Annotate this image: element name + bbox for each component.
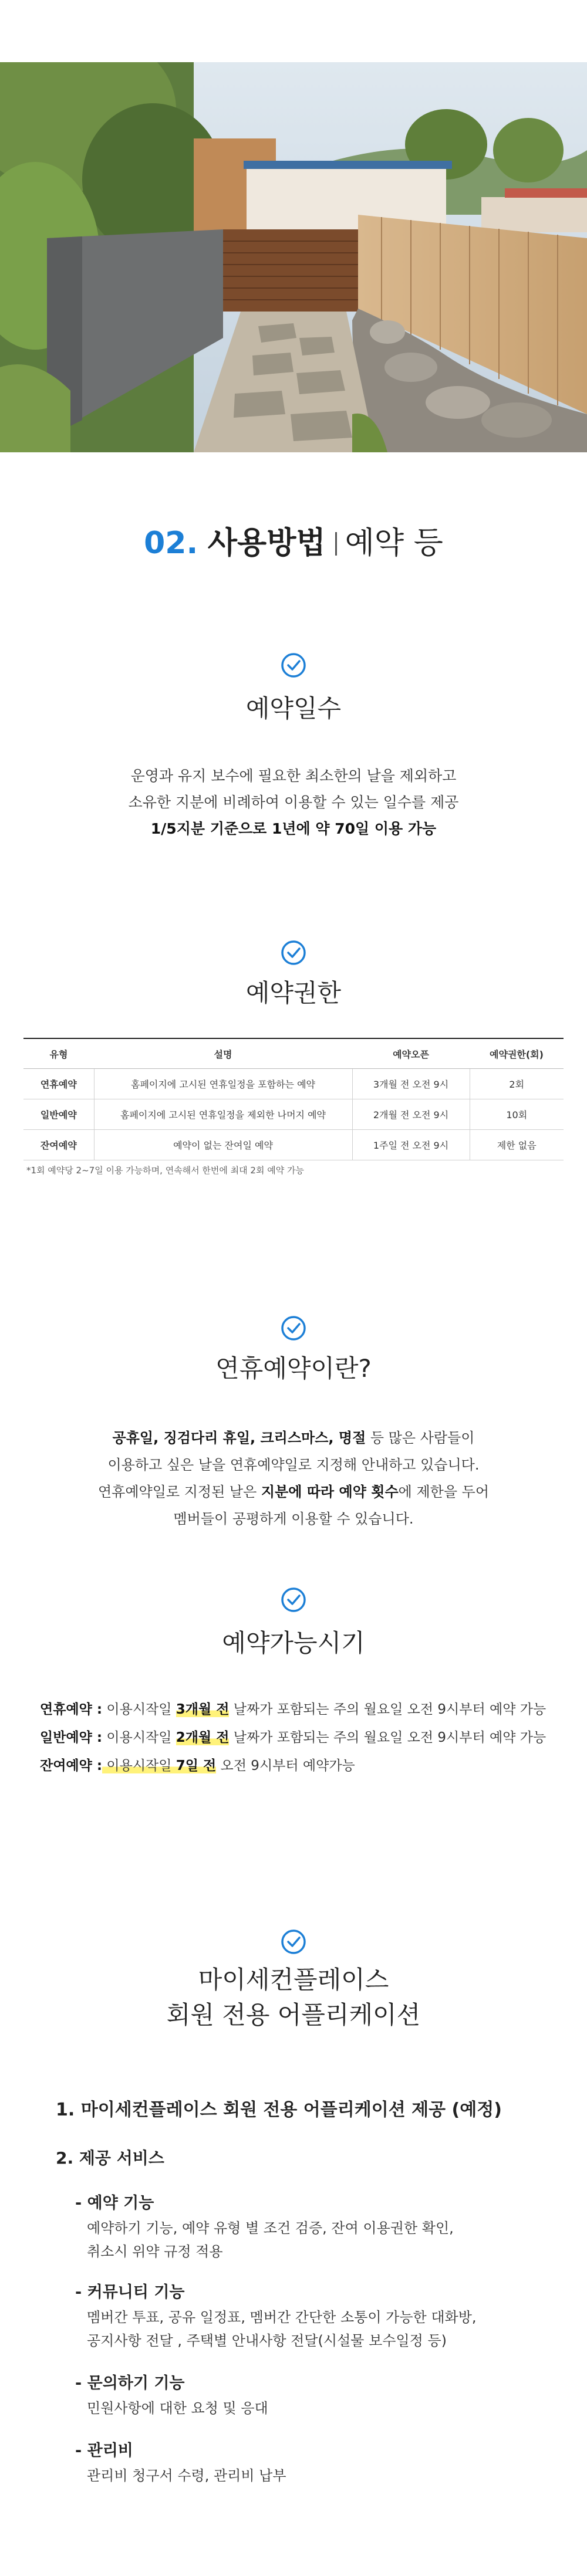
service-desc (87, 2396, 268, 2420)
booking-time-list (40, 1695, 568, 1780)
section-title (0, 518, 587, 562)
app-item-2: 2. 제공 서비스 (56, 2148, 164, 2168)
table-header: 예약권한(회) (470, 1038, 564, 1069)
booking-time-row (40, 1752, 568, 1780)
holiday-emphasis: 지분에 따라 예약 횟수 (261, 1484, 399, 1500)
holiday-text: 에 제한을 두어 (398, 1484, 490, 1500)
title-divider (335, 532, 337, 556)
booking-time-row (40, 1695, 568, 1724)
holiday-reservation-heading: 연휴예약이란? (215, 1354, 372, 1383)
service-desc-line: 민원사항에 대한 요청 및 응대 (87, 2400, 268, 2416)
table-cell: 홈페이지에 고시된 연휴일정을 제외한 나머지 예약 (94, 1099, 352, 1130)
booking-type-label: 일반예약 : (40, 1730, 103, 1745)
booking-text: 이용시작일 (102, 1702, 176, 1717)
holiday-list: 공휴일, 징검다리 휴일, 크리스마스, 명절 (112, 1430, 366, 1446)
check-circle-icon (281, 1587, 306, 1613)
check-circle-icon (281, 652, 306, 678)
table-cell: 일반예약 (23, 1099, 94, 1130)
table-header: 유형 (23, 1038, 94, 1069)
table-cell: 잔여예약 (23, 1130, 94, 1160)
booking-text: 이용시작일 (102, 1730, 176, 1745)
holiday-text: 이용하고 싶은 날을 연휴예약일로 지정해 안내하고 있습니다. (107, 1457, 480, 1473)
booking-period: 7일 전 (176, 1758, 217, 1773)
service-desc-line: 공지사항 전달 , 주택별 안내사항 전달(시설물 보수일정 등) (87, 2333, 447, 2349)
table-cell: 2회 (470, 1069, 564, 1099)
check-circle-icon (281, 1315, 306, 1341)
booking-type-label: 연휴예약 : (40, 1702, 103, 1717)
booking-text: 날짜가 포함되는 주의 월요일 오전 9시부터 예약 가능 (229, 1730, 546, 1745)
table-header: 예약오픈 (352, 1038, 470, 1069)
service-desc (87, 2306, 477, 2352)
booking-time-heading: 예약가능시기 (222, 1629, 365, 1657)
check-circle-icon (281, 1929, 306, 1955)
table-cell: 홈페이지에 고시된 연휴일정을 포함하는 예약 (94, 1069, 352, 1099)
booking-text: 날짜가 포함되는 주의 월요일 오전 9시부터 예약 가능 (229, 1702, 546, 1717)
table-footnote: *1회 예약당 2~7일 이용 가능하며, 연속해서 한번에 최대 2회 예약 가능 (26, 1165, 304, 1176)
booking-period: 3개월 전 (176, 1702, 230, 1717)
booking-period: 2개월 전 (176, 1730, 230, 1745)
table-row (23, 1130, 564, 1160)
table-row (23, 1069, 564, 1099)
section-subtitle: 예약 등 (345, 526, 443, 561)
table-header-row (23, 1038, 564, 1069)
holiday-text: 멤버들이 공평하게 이용할 수 있습니다. (173, 1511, 414, 1527)
service-title: - 문의하기 기능 (75, 2374, 185, 2392)
service-desc-line: 멤버간 투표, 공유 일정표, 멤버간 간단한 소통이 가능한 대화방, (87, 2309, 477, 2325)
service-desc-line: 관리비 청구서 수령, 관리비 납부 (87, 2467, 286, 2484)
service-title: - 관리비 (75, 2442, 133, 2460)
app-heading-line: 회원 전용 어플리케이션 (166, 2000, 421, 2029)
booking-text: 오전 9시부터 예약가능 (216, 1758, 355, 1773)
service-title: - 예약 기능 (75, 2194, 154, 2212)
reservation-days-line: 운영과 유지 보수에 필요한 최소한의 날을 제외하고 (130, 767, 457, 784)
check-circle-icon (281, 940, 306, 966)
table-row (23, 1099, 564, 1130)
app-heading (0, 1962, 587, 2033)
holiday-text: 연휴예약일로 지정된 날은 (97, 1484, 261, 1500)
holiday-text: 등 많은 사람들이 (366, 1430, 475, 1446)
booking-time-row (40, 1724, 568, 1752)
table-header: 설명 (94, 1038, 352, 1069)
booking-text: 이용시작일 (102, 1758, 176, 1773)
reservation-days-line: 소유한 지분에 비례하여 이용할 수 있는 일수를 제공 (128, 794, 459, 811)
table-cell: 연휴예약 (23, 1069, 94, 1099)
service-desc (87, 2464, 286, 2487)
section-title-text: 사용방법 (207, 526, 326, 561)
reservation-days-heading: 예약일수 (245, 694, 342, 723)
service-desc (87, 2216, 454, 2263)
reservation-days-text (0, 763, 587, 842)
reservation-days-highlight: 1/5지분 기준으로 1년에 약 70일 이용 가능 (150, 820, 437, 837)
table-cell: 1주일 전 오전 9시 (352, 1130, 470, 1160)
booking-type-label: 잔여예약 : (40, 1758, 103, 1773)
service-desc-line: 예약하기 기능, 예약 유형 별 조건 검증, 잔여 이용권한 확인, (87, 2220, 454, 2236)
table-cell: 예약이 없는 잔여일 예약 (94, 1130, 352, 1160)
reservation-rights-heading: 예약권한 (245, 979, 342, 1007)
table-cell: 제한 없음 (470, 1130, 564, 1160)
table-cell: 10회 (470, 1099, 564, 1130)
app-heading-line: 마이세컨플레이스 (198, 1965, 389, 1994)
holiday-reservation-text (0, 1424, 587, 1532)
hero-photo (0, 62, 587, 452)
service-desc-line: 취소시 위약 규정 적용 (87, 2243, 223, 2260)
section-number: 02. (144, 526, 198, 561)
reservation-rights-table (23, 1038, 564, 1160)
service-title: - 커뮤니티 기능 (75, 2283, 185, 2301)
table-cell: 3개월 전 오전 9시 (352, 1069, 470, 1099)
table-cell: 2개월 전 오전 9시 (352, 1099, 470, 1130)
app-item-1: 1. 마이세컨플레이스 회원 전용 어플리케이션 제공 (예정) (56, 2100, 502, 2120)
